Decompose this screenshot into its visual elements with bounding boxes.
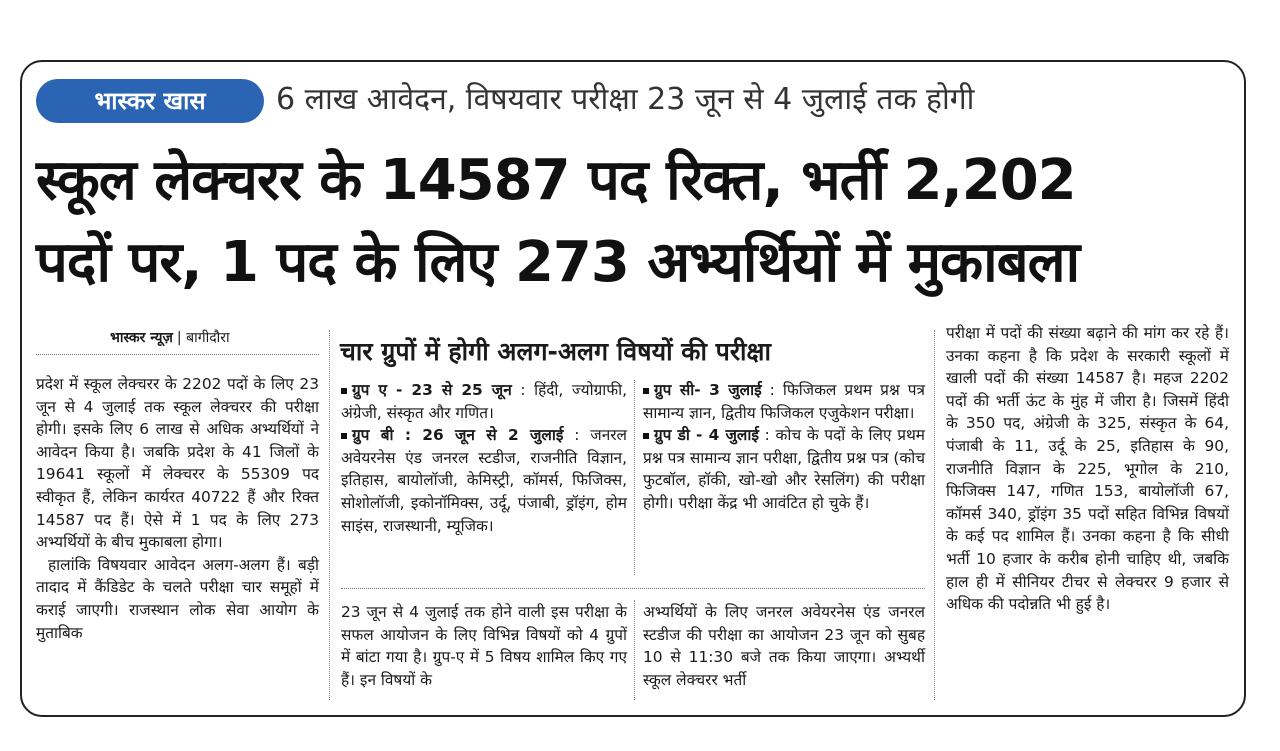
column-1-para-2: हालांकि विषयवार आवेदन अलग-अलग हैं। बड़ी तादाद में कैंडिडेट के चलते परीक्षा चार समूहों में कराई जाएगी। राजस्थान लोक सेवा आयोग के मुताबिक (36, 555, 319, 642)
bullet-icon (341, 433, 347, 439)
box-bottom-rule (341, 588, 925, 589)
box-column-right (643, 379, 925, 515)
column-divider-3 (934, 330, 935, 700)
headline-line-1: स्कूल लेक्चरर के 14587 पद रिक्त, भर्ती 2,202 (36, 148, 1076, 213)
group-c-text: : फिजिकल प्रथम प्रश्न पत्र सामान्य ज्ञान, द्वितीय फिजिकल एजुकेशन परीक्षा। (643, 381, 925, 422)
group-a-label: ग्रुप ए - 23 से 25 जून (352, 381, 512, 399)
bullet-icon (341, 388, 347, 394)
column-1 (36, 373, 319, 644)
group-d-label: ग्रुप डी - 4 जुलाई (654, 426, 759, 445)
byline-place: | बागीदौरा (176, 330, 230, 346)
column-4 (946, 322, 1229, 616)
bullet-icon (643, 388, 649, 394)
group-c-label: ग्रुप सी- 3 जुलाई (654, 381, 762, 399)
column-1-para-1: प्रदेश में स्कूल लेक्चरर के 2202 पदों के लिए 23 जून से 4 जुलाई तक स्कूल लेक्चरर की परीक्षा होगी। इसके लिए 6 लाख से अधिक अभ्यर्थियों ने आवेदन किया है। जबकि प्रदेश के 41 जिलों के 19641 स्कूलों में लेक्चरर के 55309 पद स्वीकृत हैं, लेकिन कार्यरत 40722 हैं और रिक्त 14587 पद हैं। ऐसे में 1 पद के लिए 273 अभ्यर्थियों के बीच मुकाबला होगा। (36, 375, 319, 552)
column-3-bottom (643, 601, 925, 691)
group-b (341, 424, 627, 537)
group-b-label: ग्रुप बी : 26 जून से 2 जुलाई (352, 426, 564, 445)
box-column-left (341, 379, 627, 537)
box-heading: चार ग्रुपों में होगी अलग-अलग विषयों की परीक्षा (340, 337, 771, 366)
group-d-text: : कोच के पदों के लिए प्रथम प्रश्न पत्र सामान्य ज्ञान परीक्षा, द्वितीय प्रश्न पत्र (कोच फुटबॉल, हॉकी, खो-खो और रेसलिंग) की परीक्षा होगी। परीक्षा केंद्र भी आवंटित हो चुके हैं। (643, 426, 925, 512)
box-divider (634, 380, 635, 575)
column-2-text: 23 जून से 4 जुलाई तक होने वाली इस परीक्षा के सफल आयोजन के लिए विभिन्न विषयों को 4 ग्रुपों में बांटा गया है। ग्रुप-ए में 5 विषय शामिल किए गए हैं। इन विषयों के (341, 603, 627, 689)
group-a-text: : हिंदी, ज्योग्राफी, अंग्रेजी, संस्कृत और गणित। (341, 381, 627, 422)
group-a (341, 379, 627, 424)
column-2-bottom (341, 601, 627, 691)
group-d (643, 424, 925, 514)
byline-agency: भास्कर न्यूज़ (110, 330, 173, 346)
headline-line-2: पदों पर, 1 पद के लिए 273 अभ्यर्थियों में मुकाबला (36, 230, 1080, 295)
bullet-icon (643, 433, 649, 439)
column-4-text: परीक्षा में पदों की संख्या बढ़ाने की मांग कर रहे हैं। उनका कहना है कि प्रदेश के सरकारी स्कूलों में खाली पदों की संख्या 14587 है। महज 2202 पदों की भर्ती ऊंट के मुंह में जीरा है। जिसमें हिंदी के 350 पद, अंग्रेजी के 325, संस्कृत के 64, पंजाबी के 11, उर्दू के 25, इतिहास के 90, राजनीति विज्ञान के 225, भूगोल के 210, फिजिक्स 147, गणित 153, बायोलॉजी 67, कॉमर्स 340, ड्रॉइंग 35 पदों सहित विभिन्न विषयों के कई पद शामिल हैं। उनका कहना है कि सीधी भर्ती 10 हजार के करीब होनी चाहिए थी, जबकि हाल ही में सीनियर टीचर से लेक्चरर 9 हजार से अधिक की पदोन्नति भी हुई है। (946, 324, 1229, 614)
group-b-text: : जनरल अवेयरनेस एंड जनरल स्टडीज, राजनीति विज्ञान, इतिहास, बायोलॉजी, केमिस्ट्री, कॉमर्स, फिजिक्स, सोशोलॉजी, इकोनॉमिक्स, उर्दू, पंजाबी, ड्रॉइंग, होम साइंस, राजस्थानी, म्यूजिक। (341, 426, 627, 535)
group-c (643, 379, 925, 424)
column-divider-1 (329, 330, 330, 700)
column-3-text: अभ्यर्थियों के लिए जनरल अवेयरनेस एंड जनरल स्टडीज की परीक्षा का आयोजन 23 जून को सुबह 10 से 11:30 बजे तक किया जाएगा। अभ्यर्थी स्कूल लेक्चरर भर्ती (643, 603, 925, 689)
section-badge: भास्कर खास (36, 79, 264, 123)
subheadline: 6 लाख आवेदन, विषयवार परीक्षा 23 जून से 4 जुलाई तक होगी (276, 82, 975, 117)
column-divider-2 (634, 600, 635, 700)
byline-rule (36, 354, 319, 355)
byline (110, 328, 230, 347)
